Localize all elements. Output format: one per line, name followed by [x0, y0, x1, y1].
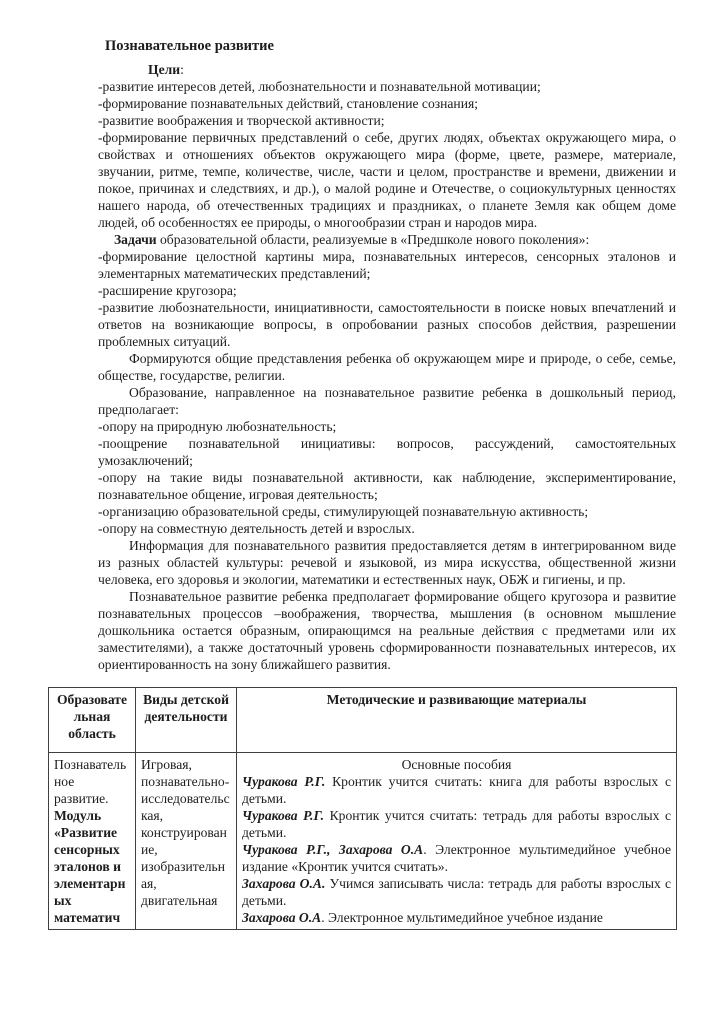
text-run: -формирование целостной картины мира, познавательных интересов, сенсорных эталонов и элементарных математических представлений; [98, 249, 676, 281]
paragraph [98, 95, 676, 112]
material-entry [242, 807, 671, 841]
paragraph [98, 248, 676, 282]
paragraph [98, 469, 676, 503]
text-run: -организацию образовательной среды, стимулирующей познавательную активность; [98, 504, 589, 519]
material-entry [242, 875, 671, 909]
paragraph [98, 282, 676, 299]
cell-educational-area [49, 753, 136, 930]
text-run: Познавательное развитие ребенка предполагает формирование общего кругозора и развитие познавательных процессов –воображения, творчества, мышления (в основном мышление дошкольника остается образным, опирающимся на реальные действия с предметами или их заместителями), а также достаточный уровень сформированности познавательных интересов, их ориентированность на зону ближайшего развития. [98, 589, 676, 672]
text-run: -расширение кругозора; [98, 283, 237, 298]
area-name-text: Познавательное развитие. [54, 757, 127, 806]
col-header-materials: Методические и развивающие материалы [237, 688, 677, 753]
text-run: : [180, 62, 184, 77]
text-run: -поощрение познавательной инициативы: вопросов, рассуждений, самостоятельных умозаключений; [98, 436, 676, 468]
text-run: -развитие интересов детей, любознательности и познавательной мотивации; [98, 79, 541, 94]
material-author: Чуракова Р.Г. [242, 808, 325, 823]
material-author: Захарова О.А [242, 910, 322, 925]
paragraph [98, 537, 676, 588]
document-body [98, 61, 676, 673]
paragraph [98, 299, 676, 350]
text-run: -опору на совместную деятельность детей и взрослых. [98, 521, 415, 536]
text-run: образовательной области, реализуемые в «Предшколе нового поколения»: [156, 232, 590, 247]
table-header-row [49, 688, 677, 753]
cell-activity-types: Игровая, познавательно-исследовательская, конструирование, изобразительная, двигательная [136, 753, 237, 930]
material-title: . Электронное мультимедийное учебное издание [321, 910, 603, 925]
paragraph [98, 503, 676, 520]
cell-materials [237, 753, 677, 930]
text-run: Образование, направленное на познавательное развитие ребенка в дошкольный период, предполагает: [98, 385, 676, 417]
material-title: Кронтик учится считать: тетрадь для работы взрослых с детьми. [242, 808, 671, 840]
materials-heading: Основные пособия [401, 757, 512, 772]
materials-list [242, 773, 671, 926]
text-run: -формирование первичных представлений о себе, других людях, объектах окружающего мира, о свойствах и отношениях объектов окружающего мира (форме, цвете, размере, материале, звучании, ритме, темпе, количестве, числе, части и целом, пространстве и времени, движении и покое, причинах и следствиях, и др.), о малой родине и Отечестве, о социокультурных ценностях нашего народа, об отечественных традициях и праздниках, о планете Земля как общем доме людей, об особенностях ее природы, о многообразии стран и народов мира. [98, 130, 676, 230]
bold-text-run: Задачи [114, 232, 157, 247]
paragraph [98, 350, 676, 384]
paragraph [98, 520, 676, 537]
paragraph [98, 61, 676, 78]
material-title: . Электронное мультимедийное учебное издание «Кронтик учится считать». [242, 842, 671, 874]
material-entry [242, 841, 671, 875]
text-run: -развитие любознательности, инициативности, самостоятельности в поиске новых впечатлений и ответов на возникающие вопросы, в опробовании разных способов действия, разрешении проблемных ситуаций. [98, 300, 676, 349]
material-title: Учимся записывать числа: тетрадь для работы взрослых с детьми. [242, 876, 671, 908]
text-run: Информация для познавательного развития предоставляется детям в интегрированном виде из разных областей культуры: речевой и языковой, из мира искусства, общественной жизни человека, его здоровья и экологии, математики и естественных наук, ОБЖ и гигиены, и пр. [98, 538, 676, 587]
paragraph [98, 588, 676, 673]
text-run: -опору на такие виды познавательной активности, как наблюдение, экспериментирование, познавательное общение, игровая деятельность; [98, 470, 676, 502]
paragraph [98, 418, 676, 435]
material-entry [242, 773, 671, 807]
paragraph [98, 435, 676, 469]
material-author: Захарова О.А. [242, 876, 326, 891]
paragraph [98, 231, 676, 248]
area-module-text: Модуль «Развитие сенсорных эталонов и элементарных математич [54, 808, 126, 925]
material-title: Кронтик учится считать: книга для работы взрослых с детьми. [242, 774, 671, 806]
paragraph [98, 112, 676, 129]
material-author: Чуракова Р.Г. [242, 774, 326, 789]
text-run: Формируются общие представления ребенка об окружающем мире и природе, о себе, семье, обществе, государстве, религии. [98, 351, 676, 383]
material-author: Чуракова Р.Г., Захарова О.А [242, 842, 424, 857]
table-row [49, 753, 677, 930]
material-entry [242, 909, 671, 926]
col-header-activities: Виды детской деятельности [136, 688, 237, 753]
text-run: -формирование познавательных действий, становление сознания; [98, 96, 479, 111]
bold-text-run: Цели [148, 62, 181, 77]
text-run: -опору на природную любознательность; [98, 419, 337, 434]
paragraph [98, 129, 676, 231]
text-run: -развитие воображения и творческой активности; [98, 113, 385, 128]
page-title: Познавательное развитие [105, 38, 274, 54]
materials-table [48, 687, 677, 930]
paragraph [98, 78, 676, 95]
col-header-area: Образовательная область [49, 688, 136, 753]
paragraph [98, 384, 676, 418]
